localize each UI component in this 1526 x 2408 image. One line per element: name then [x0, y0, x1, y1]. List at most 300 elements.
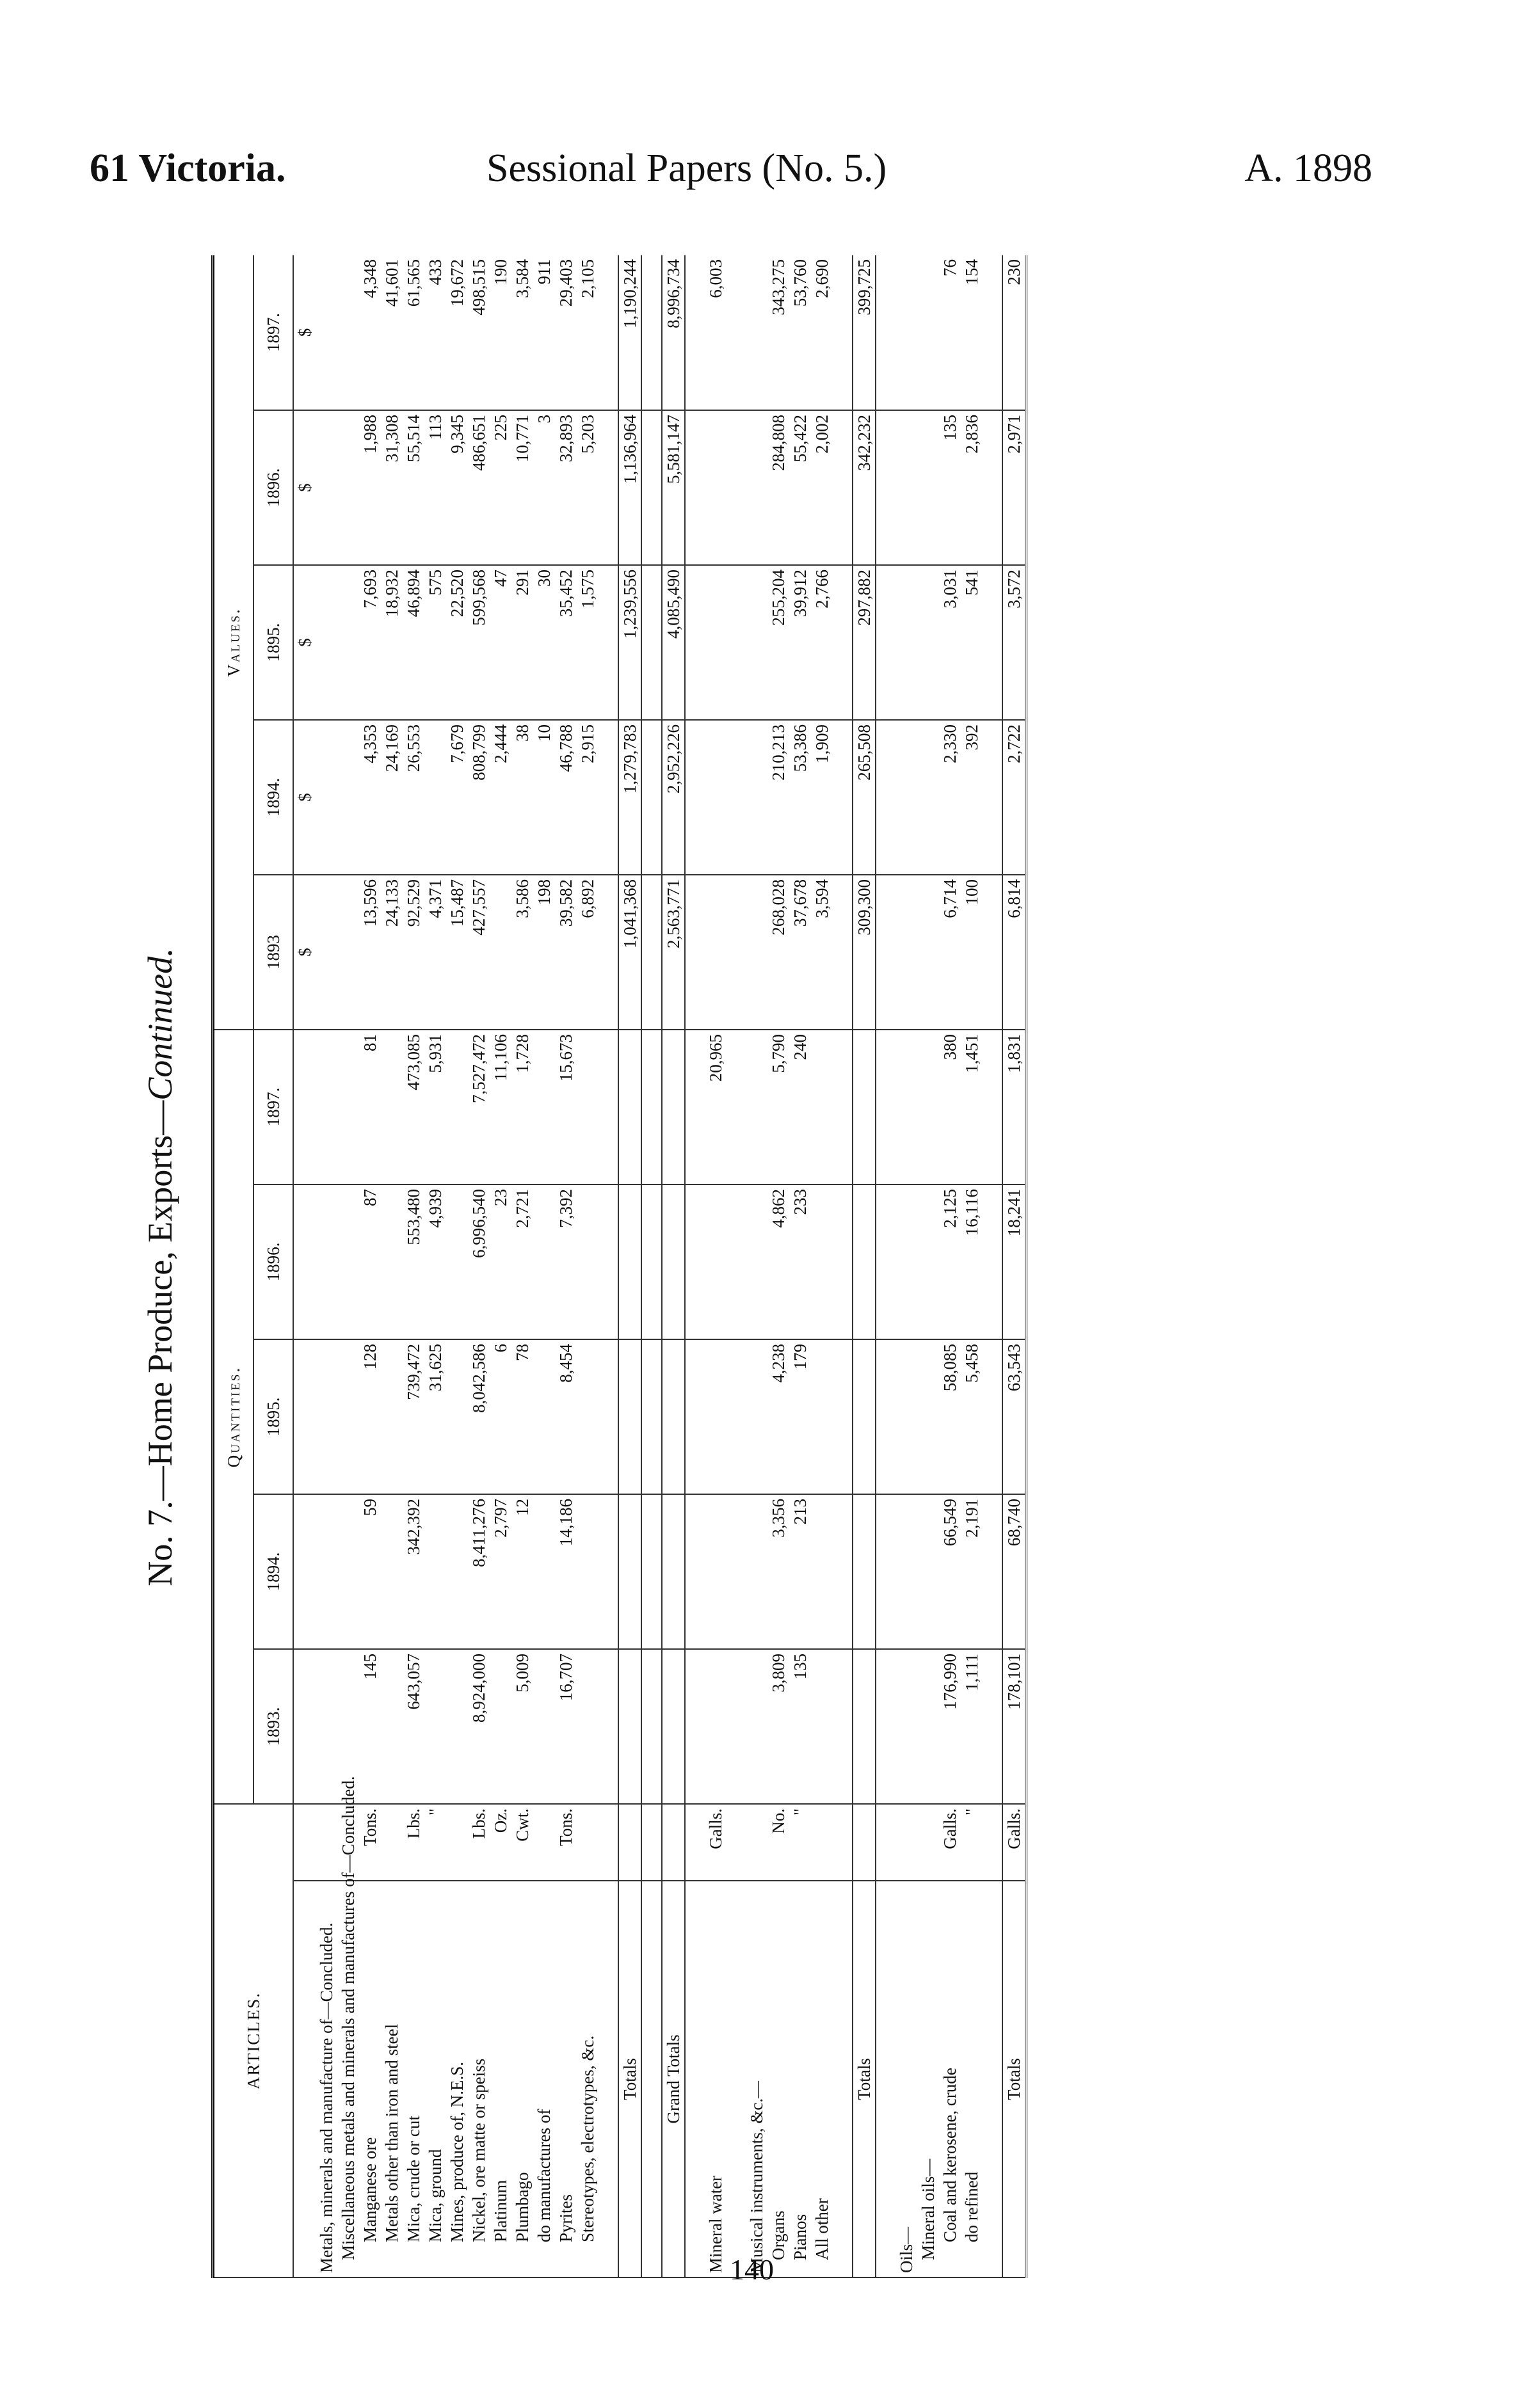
quantity-cell: [490, 1649, 511, 1804]
totals-row: [1002, 255, 1026, 2277]
empty-cell: [641, 1804, 662, 1881]
quantity-cell: [705, 1494, 727, 1649]
totals-row: [618, 255, 641, 2277]
value-cell: [896, 410, 917, 565]
quantity-cell: 12: [511, 1494, 533, 1649]
empty-cell: [598, 565, 618, 720]
table-row: [337, 255, 359, 2277]
empty-cell: [727, 1494, 746, 1649]
value-cell: 22,520: [446, 565, 468, 720]
article-cell: Totals: [1002, 1881, 1026, 2277]
value-cell: 1,041,368: [618, 875, 641, 1030]
value-cell: 3,031: [939, 565, 961, 720]
empty-cell: [833, 255, 853, 410]
value-cell: 291: [511, 565, 533, 720]
article-cell: Mines, produce of, N.E.S.: [446, 1881, 468, 2277]
currency-symbol: $: [293, 720, 316, 875]
value-cell: [316, 410, 337, 565]
value-cell: 26,553: [403, 720, 424, 875]
quantity-cell: [811, 1030, 833, 1184]
value-cell: 8,996,734: [662, 255, 685, 410]
empty-cell: [876, 565, 896, 720]
value-cell: 154: [961, 255, 983, 410]
empty-cell: [983, 720, 1002, 875]
year-header: 1895.: [253, 1339, 293, 1494]
year-header: 1894.: [253, 720, 293, 875]
exports-table: [211, 255, 1027, 2278]
empty-cell: [876, 875, 896, 1030]
value-cell: 399,725: [853, 255, 876, 410]
value-cell: 3,572: [1002, 565, 1026, 720]
value-cell: 541: [961, 565, 983, 720]
spacer-row: [876, 255, 896, 2277]
value-cell: 265,508: [853, 720, 876, 875]
quantity-cell: [381, 1494, 403, 1649]
value-cell: 13,596: [359, 875, 381, 1030]
value-cell: 486,651: [468, 410, 490, 565]
value-cell: 30: [533, 565, 555, 720]
unit-cell: [446, 1804, 468, 1881]
unit-cell: [853, 1804, 876, 1881]
article-cell: All other: [811, 1881, 833, 2277]
value-cell: 24,169: [381, 720, 403, 875]
empty-cell: [685, 1804, 705, 1881]
spacer-row: [727, 255, 746, 2277]
value-cell: 3: [533, 410, 555, 565]
value-cell: 100: [961, 875, 983, 1030]
value-cell: 39,912: [789, 565, 811, 720]
article-cell: Coal and kerosene, crude: [939, 1881, 961, 2277]
unit-cell: Tons.: [555, 1804, 577, 1881]
quantity-cell: [316, 1030, 337, 1184]
value-cell: [896, 720, 917, 875]
empty-cell: [598, 255, 618, 410]
quantity-cell: 4,862: [767, 1184, 789, 1339]
page-number: 140: [730, 2253, 774, 2286]
empty-cell: [727, 410, 746, 565]
empty-cell: [876, 1339, 896, 1494]
unit-cell: [746, 1804, 767, 1881]
quantity-cell: 8,454: [555, 1339, 577, 1494]
empty-cell: [983, 565, 1002, 720]
quantity-cell: 3,809: [767, 1649, 789, 1804]
empty-cell: [598, 410, 618, 565]
empty-cell: [983, 1804, 1002, 1881]
quantity-cell: [705, 1339, 727, 1494]
value-cell: 309,300: [853, 875, 876, 1030]
article-cell: Metals, minerals and manufacture of—Concluded.: [316, 1881, 337, 2277]
value-cell: 198: [533, 875, 555, 1030]
quantity-cell: [337, 1030, 359, 1184]
quantity-cell: 31,625: [424, 1339, 446, 1494]
quantity-cell: 6,996,540: [468, 1184, 490, 1339]
quantity-cell: 7,527,472: [468, 1030, 490, 1184]
value-cell: 342,232: [853, 410, 876, 565]
unit-cell: [917, 1804, 939, 1881]
year-header: 1893.: [253, 1649, 293, 1804]
value-cell: 15,487: [446, 875, 468, 1030]
article-cell: Mica, crude or cut: [403, 1881, 424, 2277]
value-cell: 2,971: [1002, 410, 1026, 565]
value-cell: 10: [533, 720, 555, 875]
empty-cell: [641, 1339, 662, 1494]
year-header: 1894.: [253, 1494, 293, 1649]
quantity-cell: 2,721: [511, 1184, 533, 1339]
spacer-row: [598, 255, 618, 2277]
unit-cell: [577, 1804, 598, 1881]
empty-cell: [685, 875, 705, 1030]
values-header: Values.: [213, 255, 254, 1030]
quantity-cell: 342,392: [403, 1494, 424, 1649]
quantity-cell: 380: [939, 1030, 961, 1184]
quantity-cell: [316, 1649, 337, 1804]
quantity-cell: 4,939: [424, 1184, 446, 1339]
empty-cell: [293, 1881, 316, 2277]
quantity-cell: [853, 1184, 876, 1339]
unit-cell: ": [961, 1804, 983, 1881]
quantity-cell: [705, 1184, 727, 1339]
empty-cell: [598, 1494, 618, 1649]
quantity-cell: [337, 1339, 359, 1494]
currency-symbol: $: [293, 875, 316, 1030]
empty-cell: [598, 1184, 618, 1339]
year-header: 1897.: [253, 1030, 293, 1184]
currency-symbol: $: [293, 565, 316, 720]
quantity-cell: 240: [789, 1030, 811, 1184]
empty-cell: [983, 1649, 1002, 1804]
table-row: [767, 255, 789, 2277]
value-cell: 7,679: [446, 720, 468, 875]
quantity-cell: [337, 1184, 359, 1339]
empty-cell: [641, 875, 662, 1030]
value-cell: 1,575: [577, 565, 598, 720]
quantity-cell: [662, 1649, 685, 1804]
value-cell: [337, 875, 359, 1030]
table-row: [381, 255, 403, 2277]
table-row: [316, 255, 337, 2277]
quantity-cell: [533, 1649, 555, 1804]
quantity-cell: 1,728: [511, 1030, 533, 1184]
value-cell: 35,452: [555, 565, 577, 720]
value-cell: [917, 565, 939, 720]
quantity-cell: 11,106: [490, 1030, 511, 1184]
table-row: [961, 255, 983, 2277]
value-cell: [337, 410, 359, 565]
quantity-cell: 1,111: [961, 1649, 983, 1804]
empty-cell: [293, 1804, 316, 1881]
empty-cell: [293, 1649, 316, 1804]
empty-cell: [727, 1804, 746, 1881]
quantity-cell: 1,451: [961, 1030, 983, 1184]
value-cell: 1,988: [359, 410, 381, 565]
quantity-cell: [381, 1649, 403, 1804]
value-cell: [896, 875, 917, 1030]
quantity-cell: [811, 1649, 833, 1804]
table-row: [359, 255, 381, 2277]
table-row: [446, 255, 468, 2277]
quantity-cell: [811, 1184, 833, 1339]
value-cell: 575: [424, 565, 446, 720]
quantity-cell: 66,549: [939, 1494, 961, 1649]
table-row: [939, 255, 961, 2277]
quantity-cell: [316, 1339, 337, 1494]
article-cell: Nickel, ore matte or speiss: [468, 1881, 490, 2277]
article-cell: Mica, ground: [424, 1881, 446, 2277]
empty-cell: [293, 1339, 316, 1494]
empty-cell: [598, 720, 618, 875]
quantity-cell: 4,238: [767, 1339, 789, 1494]
empty-cell: [598, 1030, 618, 1184]
value-cell: 284,808: [767, 410, 789, 565]
quantity-cell: [896, 1494, 917, 1649]
quantity-cell: 58,085: [939, 1339, 961, 1494]
unit-cell: ": [424, 1804, 446, 1881]
quantity-cell: 1,831: [1002, 1030, 1026, 1184]
quantity-cell: [316, 1494, 337, 1649]
value-cell: 297,882: [853, 565, 876, 720]
unit-cell: [533, 1804, 555, 1881]
quantity-cell: [577, 1494, 598, 1649]
quantity-cell: 23: [490, 1184, 511, 1339]
article-cell: Grand Totals: [662, 1881, 685, 2277]
empty-cell: [876, 1494, 896, 1649]
article-cell: do refined: [961, 1881, 983, 2277]
empty-cell: [727, 1184, 746, 1339]
year-header: 1895.: [253, 565, 293, 720]
empty-cell: [876, 410, 896, 565]
quantity-cell: 87: [359, 1184, 381, 1339]
quantity-cell: 16,116: [961, 1184, 983, 1339]
quantity-cell: [896, 1030, 917, 1184]
value-cell: 9,345: [446, 410, 468, 565]
value-cell: 55,514: [403, 410, 424, 565]
value-cell: 911: [533, 255, 555, 410]
caption-continued: Continued.: [141, 948, 179, 1101]
value-cell: 599,568: [468, 565, 490, 720]
quantity-cell: [746, 1494, 767, 1649]
empty-cell: [293, 1494, 316, 1649]
empty-cell: [983, 1184, 1002, 1339]
quantity-cell: 145: [359, 1649, 381, 1804]
empty-cell: [983, 1030, 1002, 1184]
empty-cell: [598, 875, 618, 1030]
empty-cell: [833, 565, 853, 720]
unit-cell: Galls.: [939, 1804, 961, 1881]
value-cell: 2,722: [1002, 720, 1026, 875]
value-cell: 2,563,771: [662, 875, 685, 1030]
value-cell: 46,788: [555, 720, 577, 875]
currency-symbol: $: [293, 410, 316, 565]
value-cell: 808,799: [468, 720, 490, 875]
caption-main: No. 7.—Home Produce, Exports—: [141, 1100, 179, 1586]
quantity-cell: [533, 1339, 555, 1494]
quantities-header: Quantities.: [213, 1030, 254, 1804]
value-cell: [917, 875, 939, 1030]
empty-cell: [598, 1649, 618, 1804]
currency-row: [293, 255, 316, 2277]
value-cell: 4,353: [359, 720, 381, 875]
quantity-cell: [424, 1649, 446, 1804]
year-header: 1896.: [253, 1184, 293, 1339]
value-cell: [337, 255, 359, 410]
empty-cell: [641, 1881, 662, 2277]
quantity-cell: 6: [490, 1339, 511, 1494]
quantity-cell: [746, 1184, 767, 1339]
quantity-cell: 2,191: [961, 1494, 983, 1649]
quantity-cell: 2,797: [490, 1494, 511, 1649]
quantity-cell: 59: [359, 1494, 381, 1649]
empty-cell: [685, 1339, 705, 1494]
empty-cell: [641, 1649, 662, 1804]
value-cell: 55,422: [789, 410, 811, 565]
empty-cell: [833, 1184, 853, 1339]
quantity-cell: [381, 1030, 403, 1184]
empty-cell: [641, 1184, 662, 1339]
empty-cell: [685, 565, 705, 720]
quantity-cell: [381, 1184, 403, 1339]
unit-cell: Tons.: [359, 1804, 381, 1881]
empty-cell: [727, 1649, 746, 1804]
value-cell: 3,594: [811, 875, 833, 1030]
quantity-cell: 68,740: [1002, 1494, 1026, 1649]
value-cell: 3,586: [511, 875, 533, 1030]
quantity-cell: 553,480: [403, 1184, 424, 1339]
quantity-cell: [618, 1184, 641, 1339]
table-row: [705, 255, 727, 2277]
value-cell: [316, 255, 337, 410]
table-row: [403, 255, 424, 2277]
quantity-cell: [337, 1494, 359, 1649]
unit-cell: ": [789, 1804, 811, 1881]
empty-cell: [598, 1804, 618, 1881]
table-row: [811, 255, 833, 2277]
value-cell: [705, 720, 727, 875]
empty-cell: [983, 1494, 1002, 1649]
table-row: [917, 255, 939, 2277]
quantity-cell: [896, 1184, 917, 1339]
year-header: 1893: [253, 875, 293, 1030]
quantity-cell: 81: [359, 1030, 381, 1184]
value-cell: 2,444: [490, 720, 511, 875]
unit-cell: [316, 1804, 337, 1881]
empty-cell: [685, 1881, 705, 2277]
article-cell: Oils—: [896, 1881, 917, 2277]
empty-cell: [727, 875, 746, 1030]
empty-cell: [833, 1339, 853, 1494]
table-row: [490, 255, 511, 2277]
quantity-cell: [577, 1184, 598, 1339]
empty-cell: [641, 255, 662, 410]
value-cell: [316, 875, 337, 1030]
quantity-cell: 78: [511, 1339, 533, 1494]
value-cell: [746, 875, 767, 1030]
quantity-cell: 5,458: [961, 1339, 983, 1494]
table-row: [789, 255, 811, 2277]
unit-cell: No.: [767, 1804, 789, 1881]
header-left: 61 Victoria.: [90, 147, 286, 190]
article-cell: Stereotypes, electrotypes, &c.: [577, 1881, 598, 2277]
header-right: A. 1898: [1244, 147, 1372, 190]
quantity-cell: [618, 1030, 641, 1184]
value-cell: 230: [1002, 255, 1026, 410]
quantity-cell: 8,042,586: [468, 1339, 490, 1494]
value-cell: [917, 720, 939, 875]
quantity-cell: [853, 1649, 876, 1804]
empty-cell: [876, 720, 896, 875]
spacer-row: [983, 255, 1002, 2277]
quantity-cell: [446, 1184, 468, 1339]
empty-cell: [641, 565, 662, 720]
quantity-cell: [577, 1339, 598, 1494]
value-cell: 3,584: [511, 255, 533, 410]
article-cell: Totals: [853, 1881, 876, 2277]
quantity-cell: [746, 1649, 767, 1804]
value-cell: 46,894: [403, 565, 424, 720]
empty-cell: [685, 1184, 705, 1339]
quantity-cell: 14,186: [555, 1494, 577, 1649]
quantity-cell: 179: [789, 1339, 811, 1494]
quantity-cell: [533, 1030, 555, 1184]
quantity-cell: [446, 1030, 468, 1184]
value-cell: 1,190,244: [618, 255, 641, 410]
value-cell: 392: [961, 720, 983, 875]
quantity-cell: [853, 1494, 876, 1649]
spacer-row: [641, 255, 662, 2277]
articles-header: ARTICLES.: [213, 1804, 294, 2277]
value-cell: [316, 720, 337, 875]
empty-cell: [983, 255, 1002, 410]
value-cell: [424, 720, 446, 875]
article-cell: Mineral oils—: [917, 1881, 939, 2277]
quantity-cell: [662, 1030, 685, 1184]
quantity-cell: [618, 1339, 641, 1494]
empty-cell: [727, 1030, 746, 1184]
quantity-cell: 7,392: [555, 1184, 577, 1339]
quantity-cell: [662, 1339, 685, 1494]
value-cell: 2,952,226: [662, 720, 685, 875]
table-row: [424, 255, 446, 2277]
quantity-cell: [533, 1184, 555, 1339]
value-cell: 4,371: [424, 875, 446, 1030]
quantity-cell: 8,411,276: [468, 1494, 490, 1649]
quantity-cell: [446, 1649, 468, 1804]
value-cell: 4,085,490: [662, 565, 685, 720]
unit-cell: [662, 1804, 685, 1881]
empty-cell: [833, 1030, 853, 1184]
table-row: [555, 255, 577, 2277]
value-cell: [337, 565, 359, 720]
quantity-cell: [424, 1494, 446, 1649]
empty-cell: [983, 1881, 1002, 2277]
quantity-cell: [577, 1030, 598, 1184]
table-caption: [128, 256, 192, 2278]
article-cell: Manganese ore: [359, 1881, 381, 2277]
quantity-cell: [618, 1649, 641, 1804]
empty-cell: [727, 1339, 746, 1494]
empty-cell: [876, 1649, 896, 1804]
table-row: [468, 255, 490, 2277]
unit-cell: Galls.: [1002, 1804, 1026, 1881]
value-cell: 18,932: [381, 565, 403, 720]
value-cell: [746, 255, 767, 410]
quantity-cell: [746, 1030, 767, 1184]
quantity-cell: [705, 1649, 727, 1804]
quantity-cell: [853, 1030, 876, 1184]
value-cell: 61,565: [403, 255, 424, 410]
quantity-cell: 643,057: [403, 1649, 424, 1804]
value-cell: [705, 565, 727, 720]
year-header: 1896.: [253, 410, 293, 565]
